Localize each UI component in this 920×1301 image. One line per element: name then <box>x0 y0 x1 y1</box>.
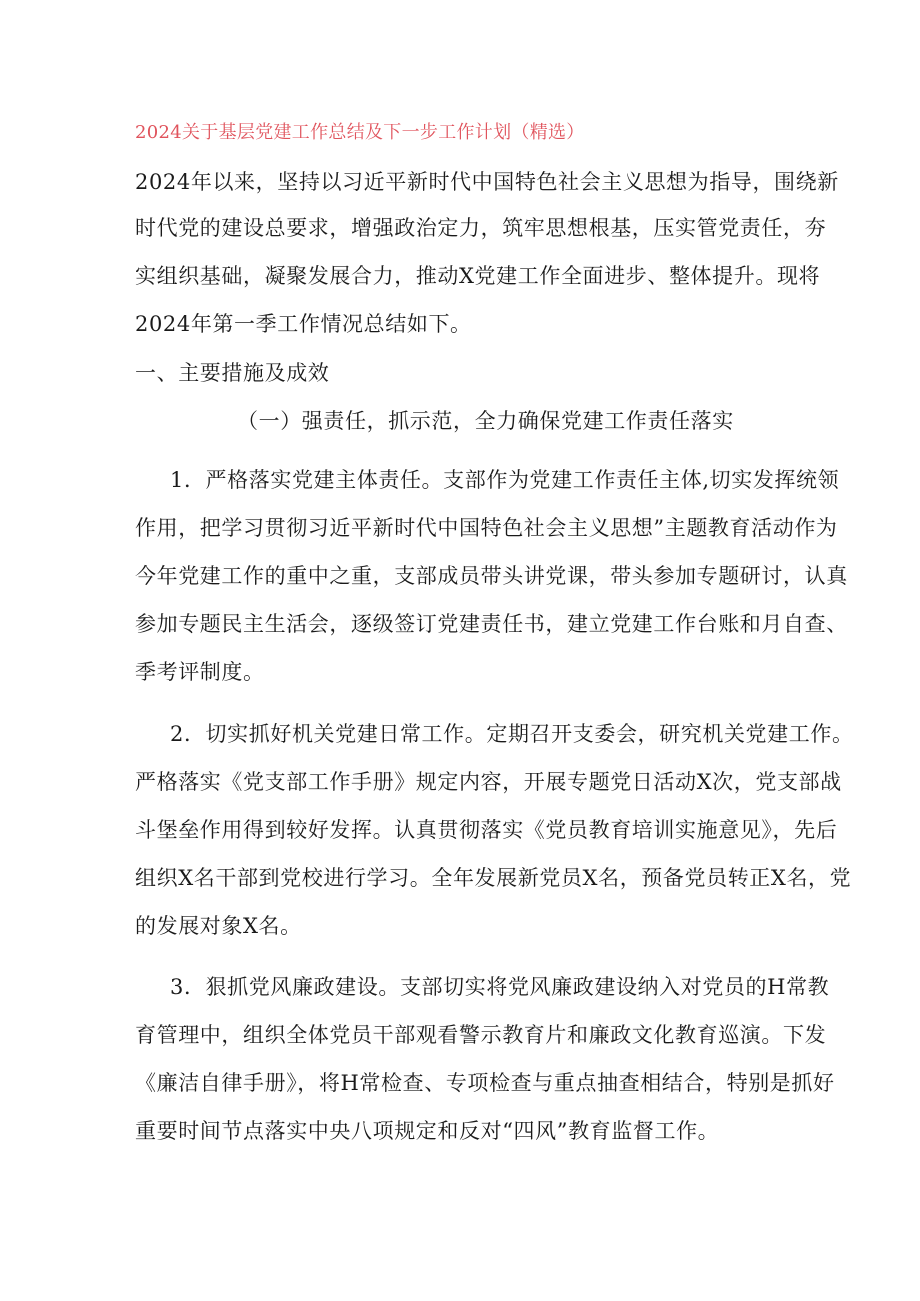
paragraph-line: 今年党建工作的重中之重，支部成员带头讲党课，带头参加专题研讨，认真 <box>135 564 848 588</box>
paragraph-line: 育管理中，组织全体党员干部观看警示教育片和廉政文化教育巡演。下发 <box>135 1023 827 1047</box>
paragraph-line: 严格落实《党支部工作手册》规定内容，开展专题党日活动X次，党支部战 <box>135 770 842 794</box>
paragraph-line: 斗堡垒作用得到较好发挥。认真贯彻落实《党员教育培训实施意见》，先后 <box>135 818 838 842</box>
paragraph-line: 的发展对象X名。 <box>135 914 302 938</box>
paragraph-line: 1．严格落实党建主体责任。支部作为党建工作责任主体,切实发挥统领 <box>170 468 840 492</box>
paragraph-line: 重要时间节点落实中央八项规定和反对“四风”教育监督工作。 <box>135 1119 720 1143</box>
paragraph-line: 组织X名干部到党校进行学习。全年发展新党员X名，预备党员转正X名，党 <box>135 866 852 890</box>
paragraph-line: 2．切实抓好机关党建日常工作。定期召开支委会，研究机关党建工作。 <box>170 722 854 746</box>
paragraph-line: 季考评制度。 <box>135 660 265 684</box>
section-heading: 一、主要措施及成效 <box>135 361 330 385</box>
intro-line: 2024年以来，坚持以习近平新时代中国特色社会主义思想为指导，围绕新 <box>135 170 839 194</box>
paragraph-line: 参加专题民主生活会，逐级签订党建责任书，建立党建工作台账和月自查、 <box>135 612 848 636</box>
intro-line: 2024年第一季工作情况总结如下。 <box>135 312 472 336</box>
intro-line: 实组织基础，凝聚发展合力，推动X党建工作全面进步、整体提升。现将 <box>135 264 821 288</box>
document-title: 2024关于基层党建工作总结及下一步工作计划（精选） <box>135 122 585 143</box>
paragraph-line: 3．狠抓党风廉政建设。支部切实将党风廉政建设纳入对党员的H常教 <box>170 975 830 999</box>
subsection-heading: （一）强责任，抓示范，全力确保党建工作责任落实 <box>237 409 734 433</box>
intro-line: 时代党的建设总要求，增强政治定力，筑牢思想根基，压实管党责任，夯 <box>135 216 827 240</box>
paragraph-line: 《廉洁自律手册》，将H常检查、专项检查与重点抽查相结合，特别是抓好 <box>135 1071 835 1095</box>
paragraph-line: 作用，把学习贯彻习近平新时代中国特色社会主义思想”主题教育活动作为 <box>135 516 838 540</box>
